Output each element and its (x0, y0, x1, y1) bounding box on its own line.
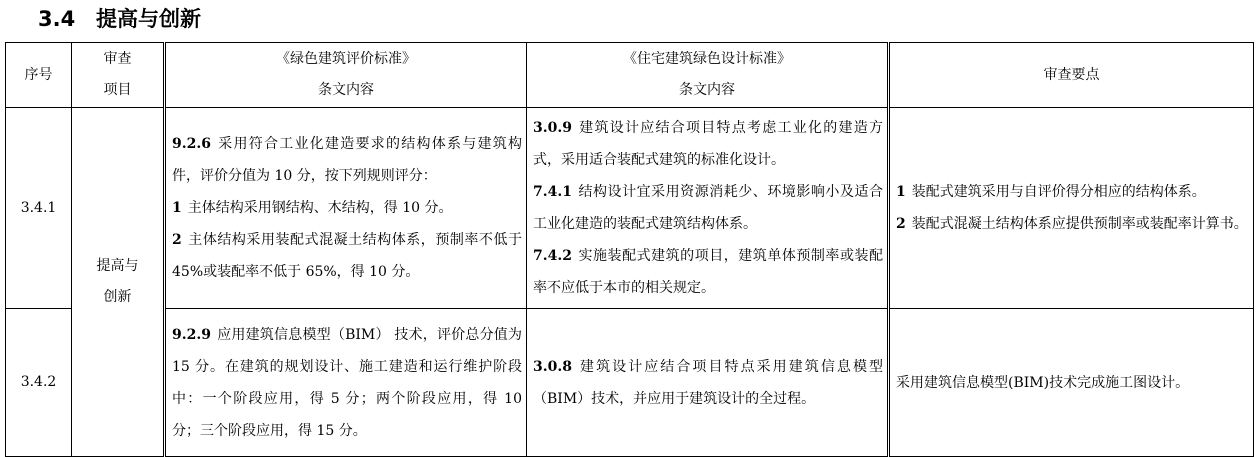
section-title: 提高与创新 (96, 7, 201, 31)
section-number: 3.4 (38, 7, 76, 31)
header-green-eval: 《绿色建筑评价标准》 条文内容 (165, 43, 527, 108)
header-key-points: 审查要点 (889, 43, 1254, 108)
residential-cell (527, 309, 889, 457)
table-row (6, 309, 1254, 457)
clause: 3.0.9 建筑设计应结合项目特点考虑工业化的建造方式，采用适合装配式建筑的标准化设计。 (533, 120, 883, 168)
row-seq: 3.4.1 (6, 108, 72, 309)
clause: 3.0.8 建筑设计应结合项目特点采用建筑信息模型（BIM）技术，并应用于建筑设计的全过程。 (533, 358, 883, 407)
review-table (5, 42, 1254, 457)
clause: 7.4.2 实施装配式建筑的项目，建筑单体预制率或装配率不应低于本市的相关规定。 (533, 248, 883, 296)
clause: 9.2.9 应用建筑信息模型（BIM） 技术，评价总分值为 15 分。在建筑的规划设计、施工建造和运行维护阶段中：一个阶段应用，得 5 分；两个阶段应用，得 10 分；三个阶段应用，得 15 分。 (172, 326, 522, 439)
section-heading (38, 4, 201, 34)
header-row (6, 43, 1254, 108)
header-seq: 序号 (6, 43, 72, 108)
green-eval-cell (165, 108, 527, 309)
key-point: 1 装配式建筑采用与自评价得分相应的结构体系。 (896, 184, 1206, 200)
table-row (6, 108, 1254, 309)
key-point: 2 装配式混凝土结构体系应提供预制率或装配率计算书。 (896, 216, 1248, 232)
header-residential: 《住宅建筑绿色设计标准》 条文内容 (527, 43, 889, 108)
green-eval-cell (165, 309, 527, 457)
key-points-cell (889, 108, 1254, 309)
clause: 7.4.1 结构设计宜采用资源消耗少、环境影响小及适合工业化建造的装配式建筑结构体系。 (533, 184, 883, 232)
residential-cell (527, 108, 889, 309)
clause: 1 主体结构采用钢结构、木结构，得 10 分。 (172, 200, 453, 216)
row-seq: 3.4.2 (6, 309, 72, 457)
clause: 2 主体结构采用装配式混凝土结构体系，预制率不低于 45%或装配率不低于 65%，得 10 分。 (172, 232, 522, 280)
header-item: 审查 项目 (72, 43, 165, 108)
key-points-cell (889, 309, 1254, 457)
key-point: 采用建筑信息模型(BIM)技术完成施工图设计。 (896, 374, 1190, 391)
clause: 9.2.6 采用符合工业化建造要求的结构体系与建筑构件，评价分值为 10 分，按下列规则评分： (172, 136, 522, 184)
item-label: 提高与 创新 (72, 108, 165, 457)
